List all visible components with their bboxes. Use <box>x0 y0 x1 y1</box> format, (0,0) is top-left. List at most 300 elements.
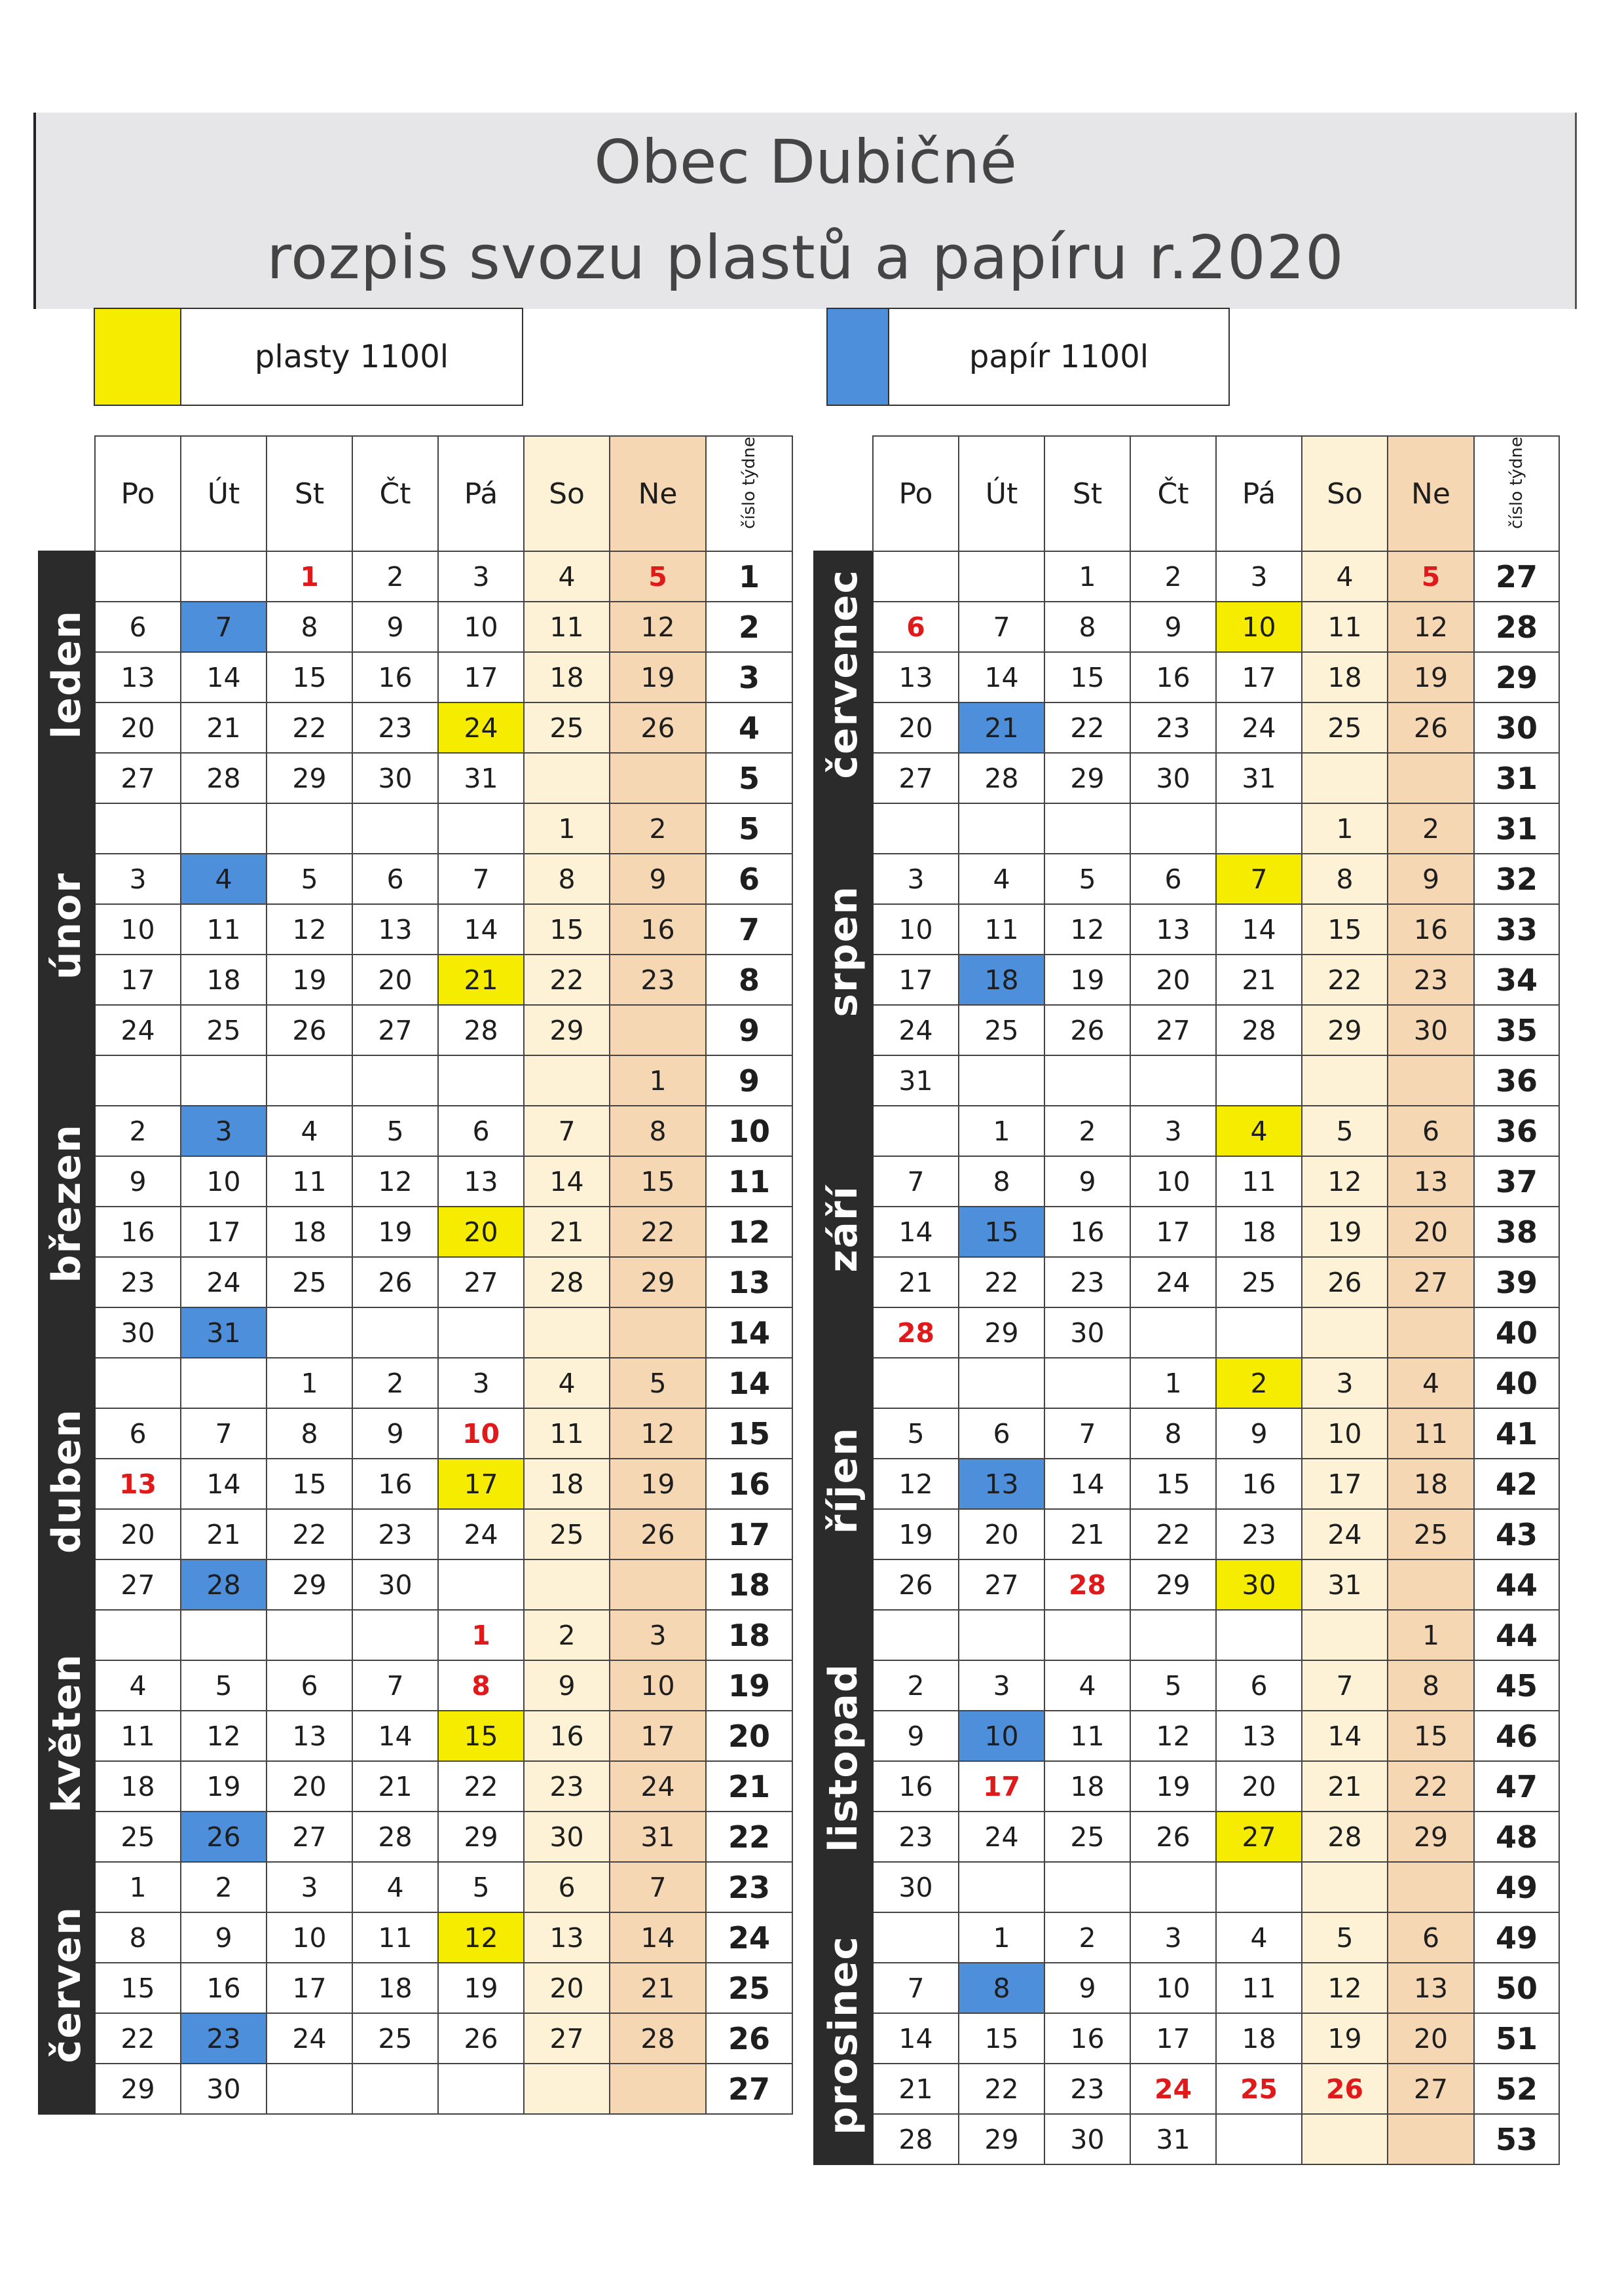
day-cell: 25 <box>959 1005 1044 1055</box>
day-cell: 13 <box>1388 1963 1474 2013</box>
day-cell: 9 <box>352 602 438 652</box>
legend-papir-swatch <box>828 309 889 405</box>
empty-cell <box>352 1610 438 1660</box>
header-corner <box>39 436 95 551</box>
empty-cell <box>1216 2114 1302 2164</box>
month-label: únor <box>39 803 95 1055</box>
week-number: 36 <box>1474 1055 1559 1106</box>
day-cell: 20 <box>524 1963 610 2013</box>
day-cell: 6 <box>438 1106 524 1156</box>
day-cell: 11 <box>1044 1711 1130 1761</box>
week-number: 3 <box>706 652 792 702</box>
day-cell: 30 <box>181 2064 267 2114</box>
day-header: Po <box>95 436 181 551</box>
day-cell: 15 <box>1044 652 1130 702</box>
day-cell: 18 <box>524 1459 610 1509</box>
week-row <box>814 1408 1559 1459</box>
day-cell: 31 <box>1130 2114 1216 2164</box>
day-cell: 28 <box>1216 1005 1302 1055</box>
week-row <box>814 1307 1559 1358</box>
day-cell: 30 <box>524 1812 610 1862</box>
day-cell: 6 <box>959 1408 1044 1459</box>
empty-cell <box>959 1610 1044 1660</box>
week-number: 48 <box>1474 1812 1559 1862</box>
week-number: 29 <box>1474 652 1559 702</box>
day-cell: 10 <box>267 1912 352 1963</box>
day-cell: 7 <box>438 854 524 904</box>
week-row <box>39 1761 792 1812</box>
empty-cell <box>959 1862 1044 1912</box>
week-row <box>39 551 792 602</box>
day-cell: 19 <box>1044 955 1130 1005</box>
empty-cell <box>1130 1862 1216 1912</box>
day-cell: 10 <box>610 1660 706 1711</box>
week-row <box>39 955 792 1005</box>
day-cell: 3 <box>181 1106 267 1156</box>
empty-cell <box>610 753 706 803</box>
empty-cell <box>610 1005 706 1055</box>
day-cell: 20 <box>267 1761 352 1812</box>
day-cell: 30 <box>1388 1005 1474 1055</box>
day-cell: 1 <box>95 1862 181 1912</box>
empty-cell <box>610 2064 706 2114</box>
week-row <box>814 1862 1559 1912</box>
day-cell: 19 <box>1302 1207 1388 1257</box>
week-row <box>39 1963 792 2013</box>
empty-cell <box>352 1307 438 1358</box>
day-header: Pá <box>1216 436 1302 551</box>
day-cell: 1 <box>438 1610 524 1660</box>
week-number: 40 <box>1474 1307 1559 1358</box>
legend-papir-label: papír 1100l <box>969 338 1149 375</box>
week-number: 9 <box>706 1055 792 1106</box>
empty-cell <box>524 1055 610 1106</box>
week-number-header: číslo týdne <box>706 436 792 551</box>
day-cell: 10 <box>95 904 181 955</box>
day-cell: 16 <box>352 1459 438 1509</box>
day-cell: 7 <box>181 602 267 652</box>
week-number: 5 <box>706 753 792 803</box>
day-cell: 31 <box>873 1055 959 1106</box>
day-cell: 5 <box>873 1408 959 1459</box>
week-number: 10 <box>706 1106 792 1156</box>
day-cell: 23 <box>352 1509 438 1559</box>
day-cell: 25 <box>1388 1509 1474 1559</box>
day-cell: 1 <box>1388 1610 1474 1660</box>
empty-cell <box>959 1055 1044 1106</box>
day-cell: 4 <box>1044 1660 1130 1711</box>
day-header: Čt <box>1130 436 1216 551</box>
week-row <box>814 652 1559 702</box>
day-cell: 15 <box>524 904 610 955</box>
day-cell: 15 <box>438 1711 524 1761</box>
day-cell: 10 <box>873 904 959 955</box>
day-cell: 4 <box>95 1660 181 1711</box>
day-header: Ne <box>1388 436 1474 551</box>
week-row <box>39 854 792 904</box>
day-cell: 12 <box>1388 602 1474 652</box>
day-cell: 5 <box>267 854 352 904</box>
day-cell: 4 <box>352 1862 438 1912</box>
empty-cell <box>524 753 610 803</box>
day-cell: 30 <box>873 1862 959 1912</box>
day-cell: 10 <box>1302 1408 1388 1459</box>
day-cell: 13 <box>873 652 959 702</box>
day-cell: 17 <box>1302 1459 1388 1509</box>
day-cell: 26 <box>1302 1257 1388 1307</box>
day-cell: 21 <box>524 1207 610 1257</box>
empty-cell <box>1130 1307 1216 1358</box>
week-row <box>39 1559 792 1610</box>
day-cell: 18 <box>959 955 1044 1005</box>
day-cell: 3 <box>1302 1358 1388 1408</box>
day-cell: 16 <box>181 1963 267 2013</box>
day-cell: 7 <box>524 1106 610 1156</box>
week-row <box>814 1156 1559 1207</box>
day-cell: 7 <box>181 1408 267 1459</box>
day-cell: 7 <box>1216 854 1302 904</box>
empty-cell <box>438 1307 524 1358</box>
week-row <box>814 904 1559 955</box>
day-cell: 27 <box>1388 2064 1474 2114</box>
day-cell: 16 <box>610 904 706 955</box>
day-cell: 8 <box>959 1963 1044 2013</box>
day-cell: 19 <box>267 955 352 1005</box>
day-cell: 17 <box>1130 2013 1216 2064</box>
day-cell: 1 <box>610 1055 706 1106</box>
day-cell: 25 <box>181 1005 267 1055</box>
day-cell: 20 <box>1130 955 1216 1005</box>
week-row <box>814 1912 1559 1963</box>
empty-cell <box>181 803 267 854</box>
day-cell: 20 <box>1388 1207 1474 1257</box>
week-row <box>39 1055 792 1106</box>
day-cell: 12 <box>438 1912 524 1963</box>
day-cell: 29 <box>1044 753 1130 803</box>
week-row <box>814 1257 1559 1307</box>
empty-cell <box>959 803 1044 854</box>
empty-cell <box>95 803 181 854</box>
week-number: 24 <box>706 1912 792 1963</box>
week-number: 49 <box>1474 1862 1559 1912</box>
day-cell: 15 <box>610 1156 706 1207</box>
day-cell: 5 <box>438 1862 524 1912</box>
day-cell: 11 <box>267 1156 352 1207</box>
day-cell: 18 <box>1388 1459 1474 1509</box>
day-cell: 15 <box>95 1963 181 2013</box>
day-cell: 13 <box>959 1459 1044 1509</box>
week-number: 53 <box>1474 2114 1559 2164</box>
day-cell: 28 <box>959 753 1044 803</box>
day-cell: 26 <box>267 1005 352 1055</box>
header-corner <box>814 436 873 551</box>
day-cell: 3 <box>1216 551 1302 602</box>
day-cell: 24 <box>438 702 524 753</box>
week-number: 45 <box>1474 1660 1559 1711</box>
day-cell: 20 <box>95 1509 181 1559</box>
day-cell: 14 <box>873 2013 959 2064</box>
day-cell: 18 <box>267 1207 352 1257</box>
day-cell: 23 <box>1130 702 1216 753</box>
day-cell: 2 <box>352 551 438 602</box>
day-cell: 23 <box>352 702 438 753</box>
day-cell: 11 <box>959 904 1044 955</box>
week-row <box>39 1812 792 1862</box>
day-cell: 21 <box>873 2064 959 2114</box>
week-number: 4 <box>706 702 792 753</box>
day-cell: 16 <box>1044 2013 1130 2064</box>
day-cell: 25 <box>267 1257 352 1307</box>
day-cell: 12 <box>352 1156 438 1207</box>
week-row <box>39 2064 792 2114</box>
week-number: 31 <box>1474 803 1559 854</box>
week-number: 33 <box>1474 904 1559 955</box>
empty-cell <box>1388 1559 1474 1610</box>
empty-cell <box>352 1055 438 1106</box>
day-cell: 9 <box>1130 602 1216 652</box>
day-cell: 13 <box>1130 904 1216 955</box>
day-cell: 26 <box>873 1559 959 1610</box>
empty-cell <box>1044 1610 1130 1660</box>
day-cell: 6 <box>267 1660 352 1711</box>
day-cell: 1 <box>959 1912 1044 1963</box>
day-cell: 23 <box>1044 1257 1130 1307</box>
day-cell: 3 <box>873 854 959 904</box>
day-cell: 23 <box>1388 955 1474 1005</box>
week-number-header: číslo týdne <box>1474 436 1559 551</box>
day-cell: 5 <box>1302 1106 1388 1156</box>
day-cell: 30 <box>1216 1559 1302 1610</box>
day-cell: 2 <box>1044 1912 1130 1963</box>
empty-cell <box>1388 1055 1474 1106</box>
day-cell: 18 <box>95 1761 181 1812</box>
day-cell: 21 <box>873 1257 959 1307</box>
empty-cell <box>1302 2114 1388 2164</box>
empty-cell <box>524 2064 610 2114</box>
day-cell: 15 <box>959 2013 1044 2064</box>
empty-cell <box>438 1055 524 1106</box>
day-cell: 23 <box>181 2013 267 2064</box>
empty-cell <box>610 1559 706 1610</box>
week-row <box>814 1005 1559 1055</box>
day-cell: 21 <box>181 1509 267 1559</box>
day-cell: 14 <box>1044 1459 1130 1509</box>
day-cell: 29 <box>267 1559 352 1610</box>
day-cell: 29 <box>1302 1005 1388 1055</box>
day-cell: 1 <box>959 1106 1044 1156</box>
day-cell: 26 <box>438 2013 524 2064</box>
empty-cell <box>1388 753 1474 803</box>
week-number: 46 <box>1474 1711 1559 1761</box>
day-cell: 5 <box>1302 1912 1388 1963</box>
day-cell: 20 <box>438 1207 524 1257</box>
day-cell: 5 <box>1044 854 1130 904</box>
day-cell: 30 <box>352 1559 438 1610</box>
day-cell: 11 <box>95 1711 181 1761</box>
day-cell: 26 <box>1302 2064 1388 2114</box>
empty-cell <box>610 1307 706 1358</box>
empty-cell <box>1044 1358 1130 1408</box>
day-cell: 24 <box>873 1005 959 1055</box>
week-number: 25 <box>706 1963 792 2013</box>
day-cell: 24 <box>959 1812 1044 1862</box>
day-cell: 22 <box>1388 1761 1474 1812</box>
day-cell: 23 <box>95 1257 181 1307</box>
month-label: květen <box>39 1610 95 1862</box>
week-number: 7 <box>706 904 792 955</box>
day-cell: 7 <box>610 1862 706 1912</box>
day-cell: 23 <box>524 1761 610 1812</box>
day-cell: 28 <box>1044 1559 1130 1610</box>
day-cell: 4 <box>1302 551 1388 602</box>
day-cell: 25 <box>1216 2064 1302 2114</box>
day-header: Út <box>181 436 267 551</box>
month-label: červenec <box>814 551 873 803</box>
day-cell: 8 <box>1302 854 1388 904</box>
week-row <box>814 1106 1559 1156</box>
day-cell: 24 <box>1130 1257 1216 1307</box>
month-label: březen <box>39 1055 95 1358</box>
day-cell: 28 <box>610 2013 706 2064</box>
week-number: 8 <box>706 955 792 1005</box>
week-number: 30 <box>1474 702 1559 753</box>
week-number: 11 <box>706 1156 792 1207</box>
day-cell: 9 <box>524 1660 610 1711</box>
day-cell: 22 <box>610 1207 706 1257</box>
day-cell: 8 <box>1388 1660 1474 1711</box>
day-cell: 12 <box>1130 1711 1216 1761</box>
day-cell: 2 <box>95 1106 181 1156</box>
week-row <box>814 955 1559 1005</box>
day-cell: 3 <box>1130 1912 1216 1963</box>
week-number: 19 <box>706 1660 792 1711</box>
day-cell: 11 <box>524 602 610 652</box>
day-cell: 27 <box>1216 1812 1302 1862</box>
day-cell: 15 <box>1302 904 1388 955</box>
day-cell: 15 <box>1130 1459 1216 1509</box>
week-number: 32 <box>1474 854 1559 904</box>
day-cell: 17 <box>267 1963 352 2013</box>
day-cell: 24 <box>1130 2064 1216 2114</box>
day-cell: 12 <box>610 602 706 652</box>
week-row <box>39 1459 792 1509</box>
day-cell: 28 <box>873 2114 959 2164</box>
day-cell: 25 <box>1302 702 1388 753</box>
day-cell: 18 <box>1302 652 1388 702</box>
day-cell: 21 <box>1216 955 1302 1005</box>
day-cell: 10 <box>181 1156 267 1207</box>
day-cell: 30 <box>1044 2114 1130 2164</box>
week-row <box>39 1862 792 1912</box>
calendar-first-half <box>38 435 793 2115</box>
calendar-second-half <box>813 435 1560 2165</box>
empty-cell <box>1216 1862 1302 1912</box>
day-cell: 31 <box>1216 753 1302 803</box>
week-number: 20 <box>706 1711 792 1761</box>
day-cell: 30 <box>352 753 438 803</box>
week-number: 31 <box>1474 753 1559 803</box>
day-cell: 12 <box>610 1408 706 1459</box>
week-number: 43 <box>1474 1509 1559 1559</box>
day-cell: 13 <box>1388 1156 1474 1207</box>
month-label: duben <box>39 1358 95 1610</box>
day-cell: 1 <box>524 803 610 854</box>
day-cell: 24 <box>610 1761 706 1812</box>
header-banner <box>33 113 1577 309</box>
day-cell: 20 <box>959 1509 1044 1559</box>
day-cell: 17 <box>95 955 181 1005</box>
day-cell: 16 <box>873 1761 959 1812</box>
week-row <box>814 1963 1559 2013</box>
empty-cell <box>181 1055 267 1106</box>
day-cell: 5 <box>610 551 706 602</box>
empty-cell <box>1302 1610 1388 1660</box>
week-row <box>814 1459 1559 1509</box>
week-row <box>814 2114 1559 2164</box>
day-cell: 8 <box>95 1912 181 1963</box>
day-cell: 6 <box>1388 1106 1474 1156</box>
day-cell: 2 <box>1044 1106 1130 1156</box>
day-cell: 22 <box>438 1761 524 1812</box>
day-cell: 5 <box>1130 1660 1216 1711</box>
week-number: 47 <box>1474 1761 1559 1812</box>
week-number: 52 <box>1474 2064 1559 2114</box>
day-cell: 24 <box>1302 1509 1388 1559</box>
empty-cell <box>95 1358 181 1408</box>
day-cell: 2 <box>1216 1358 1302 1408</box>
day-cell: 7 <box>1302 1660 1388 1711</box>
day-cell: 2 <box>1388 803 1474 854</box>
day-cell: 10 <box>959 1711 1044 1761</box>
day-cell: 3 <box>267 1862 352 1912</box>
week-row <box>814 1207 1559 1257</box>
day-cell: 2 <box>352 1358 438 1408</box>
day-header: St <box>1044 436 1130 551</box>
day-cell: 28 <box>181 1559 267 1610</box>
week-row <box>814 1660 1559 1711</box>
day-cell: 5 <box>610 1358 706 1408</box>
empty-cell <box>1388 1307 1474 1358</box>
empty-cell <box>873 1358 959 1408</box>
day-cell: 22 <box>267 1509 352 1559</box>
day-cell: 28 <box>1302 1812 1388 1862</box>
day-header: Čt <box>352 436 438 551</box>
empty-cell <box>873 803 959 854</box>
day-cell: 19 <box>1302 2013 1388 2064</box>
week-number: 18 <box>706 1559 792 1610</box>
day-cell: 11 <box>1216 1963 1302 2013</box>
day-cell: 26 <box>181 1812 267 1862</box>
day-cell: 23 <box>610 955 706 1005</box>
empty-cell <box>873 1912 959 1963</box>
empty-cell <box>181 1358 267 1408</box>
week-row <box>814 551 1559 602</box>
day-cell: 27 <box>95 1559 181 1610</box>
empty-cell <box>1130 803 1216 854</box>
day-cell: 17 <box>873 955 959 1005</box>
day-cell: 13 <box>524 1912 610 1963</box>
day-cell: 12 <box>181 1711 267 1761</box>
day-cell: 25 <box>95 1812 181 1862</box>
week-row <box>814 2064 1559 2114</box>
week-row <box>814 1358 1559 1408</box>
day-cell: 16 <box>95 1207 181 1257</box>
week-number: 44 <box>1474 1610 1559 1660</box>
empty-cell <box>1130 1610 1216 1660</box>
week-number: 42 <box>1474 1459 1559 1509</box>
day-cell: 1 <box>267 551 352 602</box>
week-row <box>39 1156 792 1207</box>
